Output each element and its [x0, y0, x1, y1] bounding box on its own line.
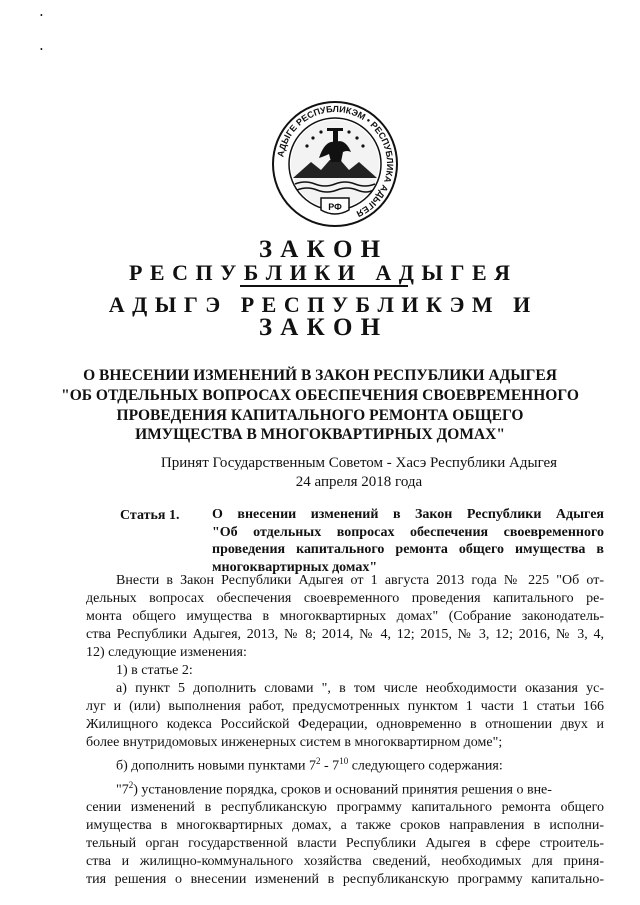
body-line: более внутридомовых инженерных систем в многоквартирном доме"; [86, 735, 503, 750]
article-number: Статья 1. [120, 508, 180, 523]
coat-of-arms-icon [271, 100, 399, 228]
republic-heading-ru: Р Е С П У Б Л И К И А Д Ы Г Е Я [128, 260, 512, 285]
law-title-line-2: "ОБ ОТДЕЛЬНЫХ ВОПРОСАХ ОБЕСПЕЧЕНИЯ СВОЕВРЕМЕННОГО [61, 387, 579, 404]
body-line: ства и жилищно-коммунального хозяйства сведений, необходимых для приня- [86, 854, 604, 870]
body-line: монта общего имущества в многоквартирных домах" (Собрание законодатель- [86, 609, 604, 624]
superscript-10: 10 [339, 756, 349, 766]
adoption-date: 24 апреля 2018 года [295, 474, 423, 490]
body-line-points [86, 752, 604, 776]
body-line: луг и (или) выполнения работ, предусмотренных пунктом 1 части 1 статьи 166 [86, 699, 604, 714]
emblem-badge-text: РФ [328, 202, 342, 212]
body-line: имущества в многоквартирных домах, а также сроков направления в исполни- [86, 818, 604, 834]
quote-close: ) [133, 782, 138, 798]
body-line: сении изменений в республиканскую программу капитального ремонта общего [86, 800, 604, 816]
header-divider [240, 285, 408, 287]
law-title-line-3: ПРОВЕДЕНИЯ КАПИТАЛЬНОГО РЕМОНТА ОБЩЕГО [116, 407, 524, 424]
article-title [212, 506, 604, 576]
article-title-line: "Об отдельных вопросах обеспечения своевременного [212, 524, 604, 540]
emblem-ring-text: АДЫГЕ РЕСПУБЛИКЭМ • РЕСПУБЛИКА АДЫГЕЯ [275, 103, 396, 219]
body-line: 12) следующие изменения: [86, 645, 247, 660]
body-line: 1) в статье 2: [116, 663, 193, 678]
body-line: Жилищного кодекса Российской Федерации, одновременно в отношении двух и [86, 717, 604, 732]
body-line: а) пункт 5 дополнить словами ", в том числе необходимости оказания ус- [116, 681, 604, 696]
superscript-2: 2 [316, 756, 321, 766]
body-line: Внести в Закон Республики Адыгея от 1 августа 2013 года № 225 "Об от- [116, 573, 604, 588]
scan-mark-lower: • [40, 45, 43, 54]
law-title-line-1: О ВНЕСЕНИИ ИЗМЕНЕНИЙ В ЗАКОН РЕСПУБЛИКИ АДЫГЕЯ [83, 367, 557, 384]
points-text-start: б) дополнить новыми пунктами 7 [116, 758, 317, 774]
quote-open: "7 [116, 782, 129, 798]
scan-mark-top: • [40, 11, 43, 20]
article-title-line: О внесении изменений в Закон Республики Адыгея [212, 507, 604, 522]
article-title-line: проведения капитального ремонта общего имущества в [212, 542, 604, 557]
body-line-quote [86, 776, 604, 800]
body-line: ства Республики Адыгея, 2013, № 8; 2014, № 4, 12; 2015, № 3, 12; 2016, № 3, 4, [86, 627, 604, 642]
body-line: тельный орган государственной власти Республики Адыгея в сфере строитель- [86, 836, 604, 852]
adoption-statement: Принят Государственным Советом - Хасэ Республики Адыгея [160, 455, 558, 471]
law-title-line-4: ИМУЩЕСТВА В МНОГОКВАРТИРНЫХ ДОМАХ" [135, 426, 505, 443]
points-text-end: следующего содержания: [351, 758, 503, 774]
article-body [86, 572, 604, 889]
range-dash: - 7 [320, 758, 340, 774]
article-title-line: многоквартирных домах" [212, 559, 378, 575]
quote-text: установление порядка, сроков и оснований принятия решения о вне- [141, 782, 552, 798]
superscript-2: 2 [128, 779, 134, 790]
body-line: тия решения о внесении изменений в республиканскую программу капитально- [86, 872, 604, 888]
law-heading-ady: З А К О Н [258, 314, 382, 341]
body-line: дельных вопросах обеспечения своевременного проведения капитального ре- [86, 591, 604, 606]
law-heading-ru: З А К О Н [258, 236, 382, 263]
republic-heading-ady: А Д Ы Г Э Р Е С П У Б Л И К Э М И [108, 292, 532, 317]
